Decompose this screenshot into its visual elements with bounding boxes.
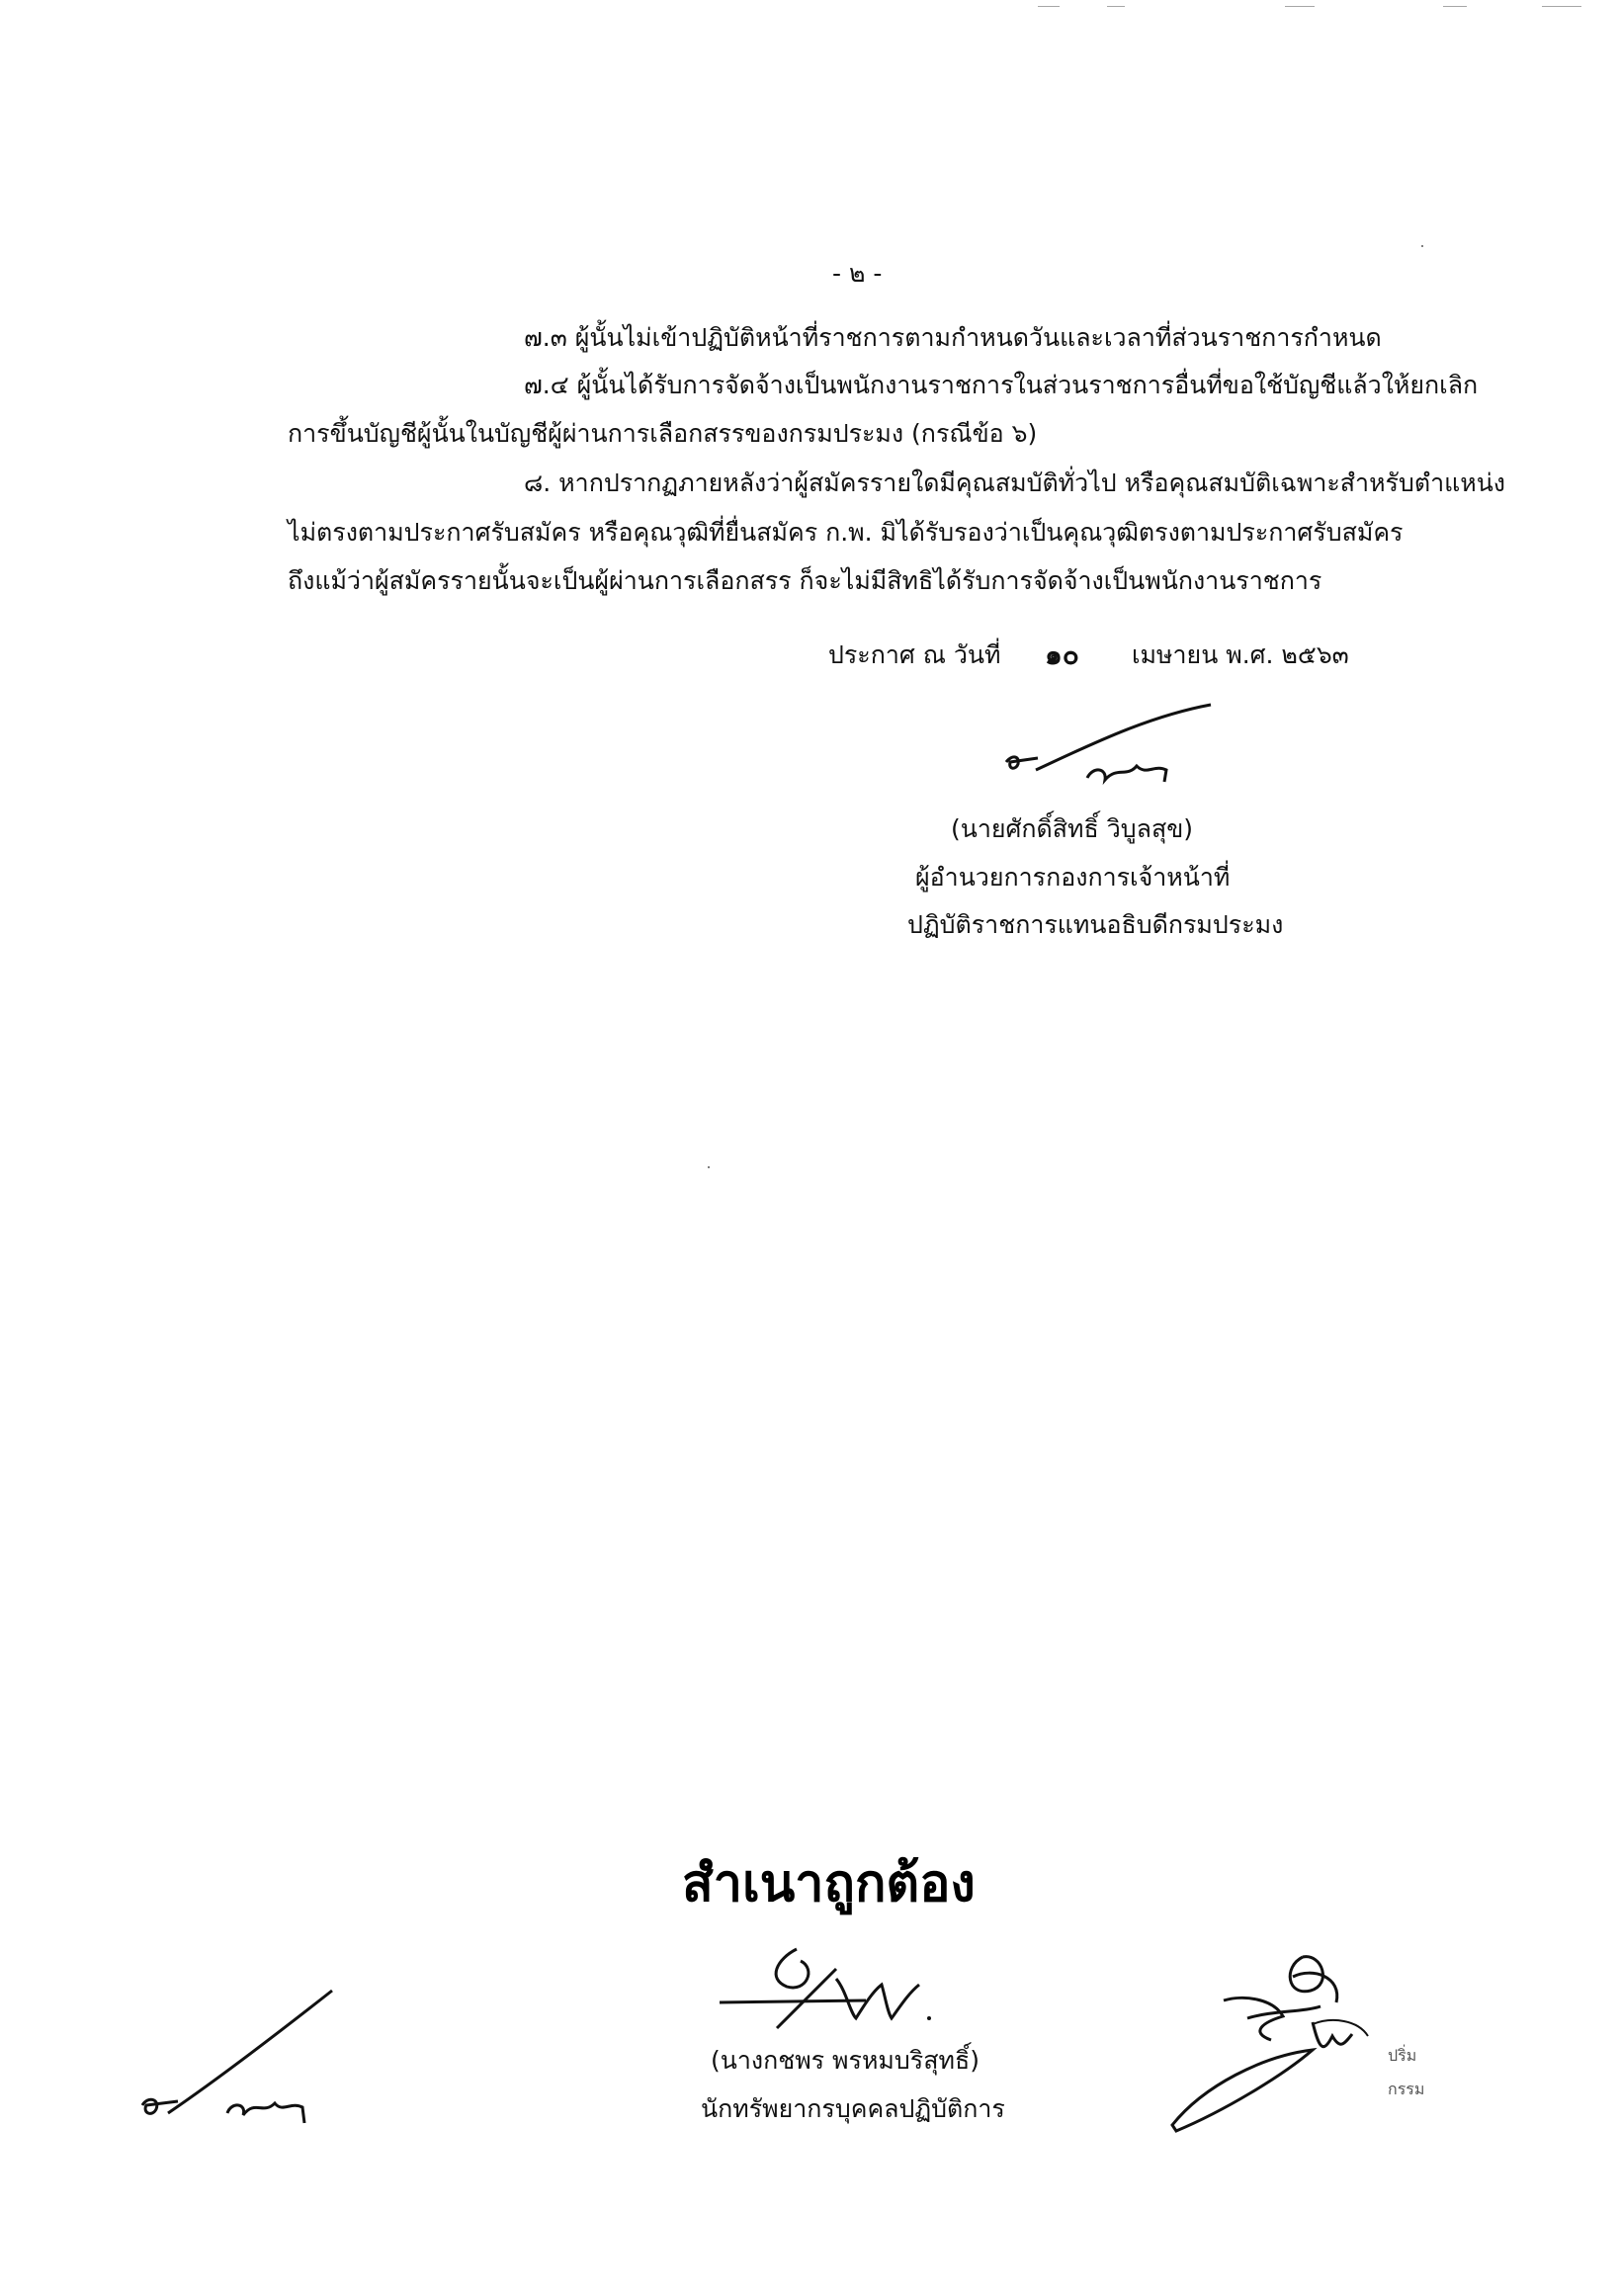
certifier-name: (นางกชพร พรหมบริสุทธิ์) bbox=[711, 2046, 980, 2075]
initial-signature-right bbox=[1164, 1937, 1411, 2145]
scan-artifact bbox=[1542, 6, 1581, 7]
initial-signature-left bbox=[138, 1977, 346, 2135]
clause-8-line-1: ๘. หากปรากฏภายหลังว่าผู้สมัครรายใดมีคุณสมบัติทั่วไป หรือคุณสมบัติเฉพาะสำหรับตำแหน่ง bbox=[524, 468, 1506, 497]
certified-copy-stamp: สำเนาถูกต้อง bbox=[682, 1854, 976, 1913]
stamp-fragment-line-2: กรรม bbox=[1388, 2080, 1425, 2098]
signatory-position-line-1: ผู้อำนวยการกองการเจ้าหน้าที่ bbox=[915, 863, 1231, 892]
signatory-position-line-2: ปฏิบัติราชการแทนอธิบดีกรมประมง bbox=[907, 910, 1284, 939]
scan-artifact bbox=[1285, 6, 1315, 7]
clause-8-line-3: ถึงแม้ว่าผู้สมัครรายนั้นจะเป็นผู้ผ่านการเลือกสรร ก็จะไม่มีสิทธิได้รับการจัดจ้างเป็นพนักงานราชการ bbox=[288, 566, 1322, 595]
announcement-prefix: ประกาศ ณ วันที่ bbox=[828, 640, 1001, 669]
scan-speck bbox=[708, 1166, 710, 1168]
page-number: - ๒ - bbox=[832, 259, 883, 288]
certifier-position: นักทรัพยากรบุคคลปฏิบัติการ bbox=[701, 2094, 1005, 2123]
announcement-month-year: เมษายน พ.ศ. ๒๕๖๓ bbox=[1132, 640, 1349, 669]
announcement-day: ๑๐ bbox=[1045, 638, 1079, 671]
scan-artifact bbox=[1107, 6, 1125, 7]
scan-artifact bbox=[1038, 6, 1060, 7]
clause-7-4-line-2: การขึ้นบัญชีผู้นั้นในบัญชีผู้ผ่านการเลือกสรรของกรมประมง (กรณีข้อ ๖) bbox=[288, 419, 1038, 448]
scan-artifact bbox=[1443, 6, 1467, 7]
scan-speck bbox=[1421, 245, 1423, 247]
clause-7-3: ๗.๓ ผู้นั้นไม่เข้าปฏิบัติหน้าที่ราชการตามกำหนดวันและเวลาที่ส่วนราชการกำหนด bbox=[524, 323, 1382, 352]
certifier-signature bbox=[718, 1939, 965, 2048]
clause-7-4-line-1: ๗.๔ ผู้นั้นได้รับการจัดจ้างเป็นพนักงานราชการในส่วนราชการอื่นที่ขอใช้บัญชีแล้วให้ยกเลิก bbox=[524, 371, 1479, 399]
clause-8-line-2: ไม่ตรงตามประกาศรับสมัคร หรือคุณวุฒิที่ยื่นสมัคร ก.พ. มิได้รับรองว่าเป็นคุณวุฒิตรงตามประกาศรับสมัคร bbox=[288, 518, 1404, 547]
stamp-fragment-line-1: ปริ่ม bbox=[1388, 2046, 1417, 2065]
director-signature bbox=[998, 697, 1226, 796]
signatory-name: (นายศักดิ์สิทธิ์ วิบูลสุข) bbox=[951, 814, 1194, 843]
